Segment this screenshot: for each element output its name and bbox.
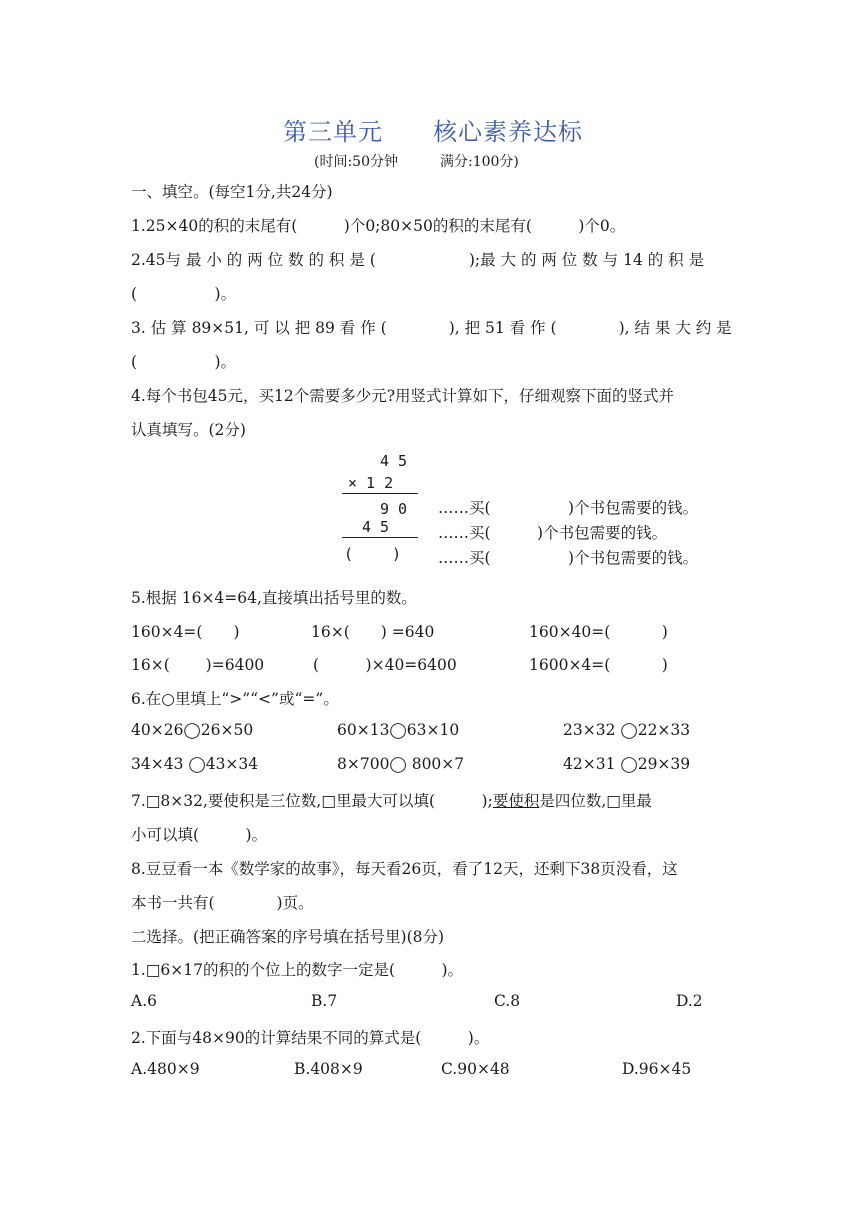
q6-item-4: 34×43 ◯43×34 bbox=[131, 755, 259, 773]
page-title: 第三单元 核心素养达标 bbox=[283, 118, 583, 146]
q6-item-1: 40×26◯26×50 bbox=[131, 721, 254, 739]
section-heading-fill-blank: 一、填空。(每空1分,共24分) bbox=[131, 183, 333, 201]
question-8-line2: 本书一共有( )页。 bbox=[131, 894, 314, 912]
q5-item-1: 160×4=( ) bbox=[131, 623, 240, 641]
question-7-line2: 小可以填( )。 bbox=[131, 826, 268, 844]
section-heading-choice: 二选择。(把正确答案的序号填在括号里)(8分) bbox=[131, 928, 445, 946]
page-subtitle: (时间:50分钟 满分:100分) bbox=[314, 154, 519, 170]
q4-note-3: ……买( )个书包需要的钱。 bbox=[438, 549, 699, 567]
choice-2-option-c: C.90×48 bbox=[441, 1060, 510, 1078]
q4-note-2: ……买( )个书包需要的钱。 bbox=[438, 524, 668, 542]
q5-item-2: 16×( ) =640 bbox=[311, 623, 435, 641]
q5-item-5: ( )×40=6400 bbox=[313, 656, 457, 674]
question-1: 1.25×40的积的末尾有( )个0;80×50的积的末尾有( )个0。 bbox=[131, 217, 626, 235]
q7-text-pre: 7.□8×32,要使积是三位数,□里最大可以填( ); bbox=[131, 792, 493, 810]
q6-item-5: 8×700◯ 800×7 bbox=[337, 755, 465, 773]
vertical-row-result: ( ) bbox=[344, 545, 402, 563]
q6-item-2: 60×13◯63×10 bbox=[337, 721, 460, 739]
question-2-line1: 2.45与 最 小 的 两 位 数 的 积 是 ( );最 大 的 两 位 数 与 14 的 积 是 bbox=[131, 251, 705, 269]
choice-2-option-d: D.96×45 bbox=[622, 1060, 692, 1078]
question-4-line2: 认真填写。(2分) bbox=[131, 421, 246, 439]
vertical-divider-2 bbox=[342, 537, 418, 538]
choice-question-1: 1.□6×17的积的个位上的数字一定是( )。 bbox=[131, 961, 464, 979]
q5-item-6: 1600×4=( ) bbox=[529, 656, 668, 674]
question-5: 5.根据 16×4=64,直接填出括号里的数。 bbox=[131, 589, 417, 607]
question-6: 6.在○里填上“>”“<”或“=”。 bbox=[131, 690, 339, 708]
q7-underlined-text: 要使积 bbox=[492, 792, 540, 810]
question-2-line2: ( )。 bbox=[131, 285, 237, 303]
question-3-line2: ( )。 bbox=[131, 353, 237, 371]
choice-2-option-b: B.408×9 bbox=[294, 1060, 363, 1078]
vertical-multiplication bbox=[338, 448, 438, 573]
question-8-line1: 8.豆豆看一本《数学家的故事》，每天看26页，看了12天，还剩下38页没看，这 bbox=[131, 860, 678, 878]
q5-item-3: 160×40=( ) bbox=[529, 623, 668, 641]
q6-item-3: 23×32 ◯22×33 bbox=[563, 721, 691, 739]
vertical-row-multiplicand: 4 5 bbox=[380, 452, 408, 470]
vertical-row-partial-2: 4 5 bbox=[362, 518, 390, 536]
q4-note-1: ……买( )个书包需要的钱。 bbox=[438, 499, 699, 517]
question-4-line1: 4.每个书包45元，买12个需要多少元?用竖式计算如下，仔细观察下面的竖式并 bbox=[131, 387, 675, 405]
vertical-divider-1 bbox=[342, 493, 418, 494]
choice-1-option-a: A.6 bbox=[131, 992, 157, 1010]
choice-1-option-b: B.7 bbox=[311, 992, 338, 1010]
choice-2-option-a: A.480×9 bbox=[131, 1060, 200, 1078]
vertical-row-partial-1: 9 0 bbox=[380, 500, 408, 518]
vertical-row-multiplier: × 1 2 bbox=[348, 474, 394, 492]
choice-1-option-c: C.8 bbox=[494, 992, 521, 1010]
q6-item-6: 42×31 ◯29×39 bbox=[563, 755, 691, 773]
choice-question-2: 2.下面与48×90的计算结果不同的算式是( )。 bbox=[131, 1029, 490, 1047]
choice-1-option-d: D.2 bbox=[676, 992, 703, 1010]
question-3-line1: 3. 估 算 89×51, 可 以 把 89 看 作 ( ), 把 51 看 作 ( ), 结 果 大 约 是 bbox=[131, 319, 732, 337]
q7-text-post: 是四位数,□里最 bbox=[539, 792, 652, 810]
q5-item-4: 16×( )=6400 bbox=[131, 656, 265, 674]
question-7-line1 bbox=[131, 789, 652, 811]
